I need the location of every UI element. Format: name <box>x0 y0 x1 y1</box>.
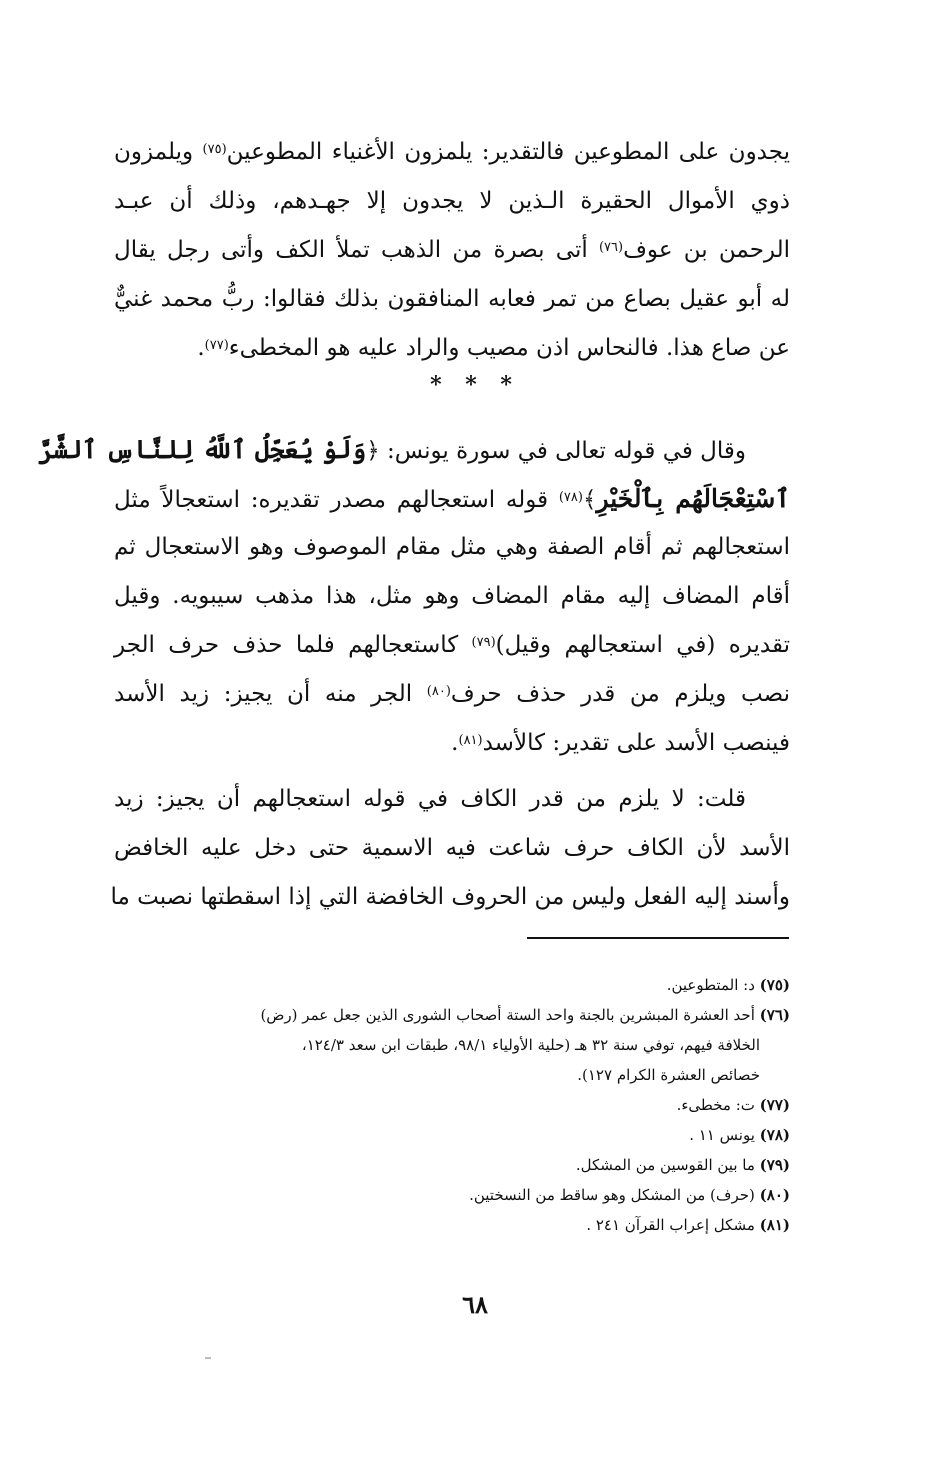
text-line: قلت: لا يلزم من قدر الكاف في قوله استعجالهم أن يجيز: زيد <box>114 786 746 812</box>
paragraph-1 <box>114 128 790 373</box>
text-line: له أبو عقيل بصاع من تمر فعابه المنافقون بذلك فقالوا: ربُّ محمد غنيٌّ <box>114 286 790 312</box>
text-line: وأسند إليه الفعل وليس من الحروف الخافضة التي إذا اسقطتها نصبت ما <box>110 884 790 910</box>
footnote-75: (٧٥) د: المتطوعين. <box>666 976 790 994</box>
footnote-81: (٨١) مشكل إعراب القرآن ٢٤١ . <box>586 1216 790 1234</box>
text-line: يجدون على المطوعين فالتقدير: يلمزون الأغنياء المطوعين$^{(٧٥)}$ ويلمزون <box>114 139 791 165</box>
quran-verse: وَلَوْ يُعَجِّلُ ٱللَّهُ لِلنَّاسِ ٱلشَّرَّ <box>38 435 367 464</box>
footnotes <box>114 970 790 1240</box>
page-number: ٦٨ <box>462 1290 488 1319</box>
footnote-77: (٧٧) ت: مخطىء. <box>676 1096 790 1114</box>
footnote-80: (٨٠) (حرف) من المشكل وهو ساقط من النسختين. <box>469 1186 790 1204</box>
text-line: الأسد لأن الكاف حرف شاعت فيه الاسمية حتى دخل عليه الخافض <box>114 835 790 861</box>
footnote-divider <box>527 937 789 939</box>
footnote-ref-80[interactable]: (٨٠) <box>426 684 451 699</box>
footnote-ref-81[interactable]: (٨١) <box>458 733 483 748</box>
footnote-ref-78[interactable]: (٧٨) <box>558 490 583 505</box>
text-line: تقديره (في استعجالهم وقيل)$^{(٧٩)}$ كاستعجالهم فلما حذف حرف الجر <box>114 632 790 658</box>
text-line: استعجالهم ثم أقام الصفة وهي مثل مقام الموصوف وهو الاستعجال ثم <box>114 534 790 560</box>
footnote-ref-77[interactable]: (٧٧) <box>204 338 229 353</box>
text-line: نصب ويلزم من قدر حذف حرف$^{(٨٠)}$ الجر منه أن يجيز: زيد الأسد <box>114 681 790 707</box>
footnote-ref-79[interactable]: (٧٩) <box>471 635 496 650</box>
text-line: أقام المضاف إليه مقام المضاف وهو مثل، هذا مذهب سيبويه. وقيل <box>114 583 790 609</box>
footnote-76: (٧٦) أحد العشرة المبشرين بالجنة واحد الستة أصحاب الشورى الذين جعل عمر (رض) <box>260 1006 790 1024</box>
text-line: ذوي الأموال الحقيرة الـذين لا يجدون إلا جهـدهم، وذلك أن عبـد <box>114 188 790 214</box>
quran-verse: ٱسْتِعْجَالَهُم بِٱلْخَيْرِ <box>596 484 791 513</box>
text-line: فينصب الأسد على تقدير: كالأسد$^{(٨١)}$. <box>451 730 790 756</box>
footnote-76-continued: الخلافة فيهم، توفي سنة ٣٢ هـ (حلية الأولياء ٩٨/١، طبقات ابن سعد ١٢٤/٣، <box>301 1036 760 1054</box>
footnote-79: (٧٩) ما بين القوسين من المشكل. <box>575 1156 790 1174</box>
footnote-ref-76[interactable]: (٧٦) <box>598 240 624 255</box>
text-line: عن صاع هذا. فالنحاس اذن مصيب والراد عليه هو المخطىء$^{(٧٧)}$. <box>197 335 790 361</box>
paragraph-2 <box>38 425 791 768</box>
text-line: الرحمن بن عوف$^{(٧٦)}$ أتى بصرة من الذهب تملأ الكف وأتى رجل يقال <box>114 237 791 263</box>
footnote-76-continued: خصائص العشرة الكرام ١٢٧). <box>577 1066 760 1084</box>
text-line: وقال في قوله تعالى في سورة يونس: ﴿وَلَوْ يُعَجِّلُ ٱللَّهُ لِلنَّاسِ ٱلشَّرَّ <box>38 435 746 464</box>
footnote-78: (٧٨) يونس ١١ . <box>689 1126 790 1144</box>
footnote-ref-75[interactable]: (٧٥) <box>202 142 227 157</box>
text-line: ٱسْتِعْجَالَهُم بِٱلْخَيْرِ﴾$^{(٧٨)}$ قوله استعجالهم مصدر تقديره: استعجالاً مثل <box>114 484 791 513</box>
section-separator: * * * <box>430 372 520 398</box>
scan-speck <box>205 1357 211 1359</box>
paragraph-3 <box>110 775 790 922</box>
